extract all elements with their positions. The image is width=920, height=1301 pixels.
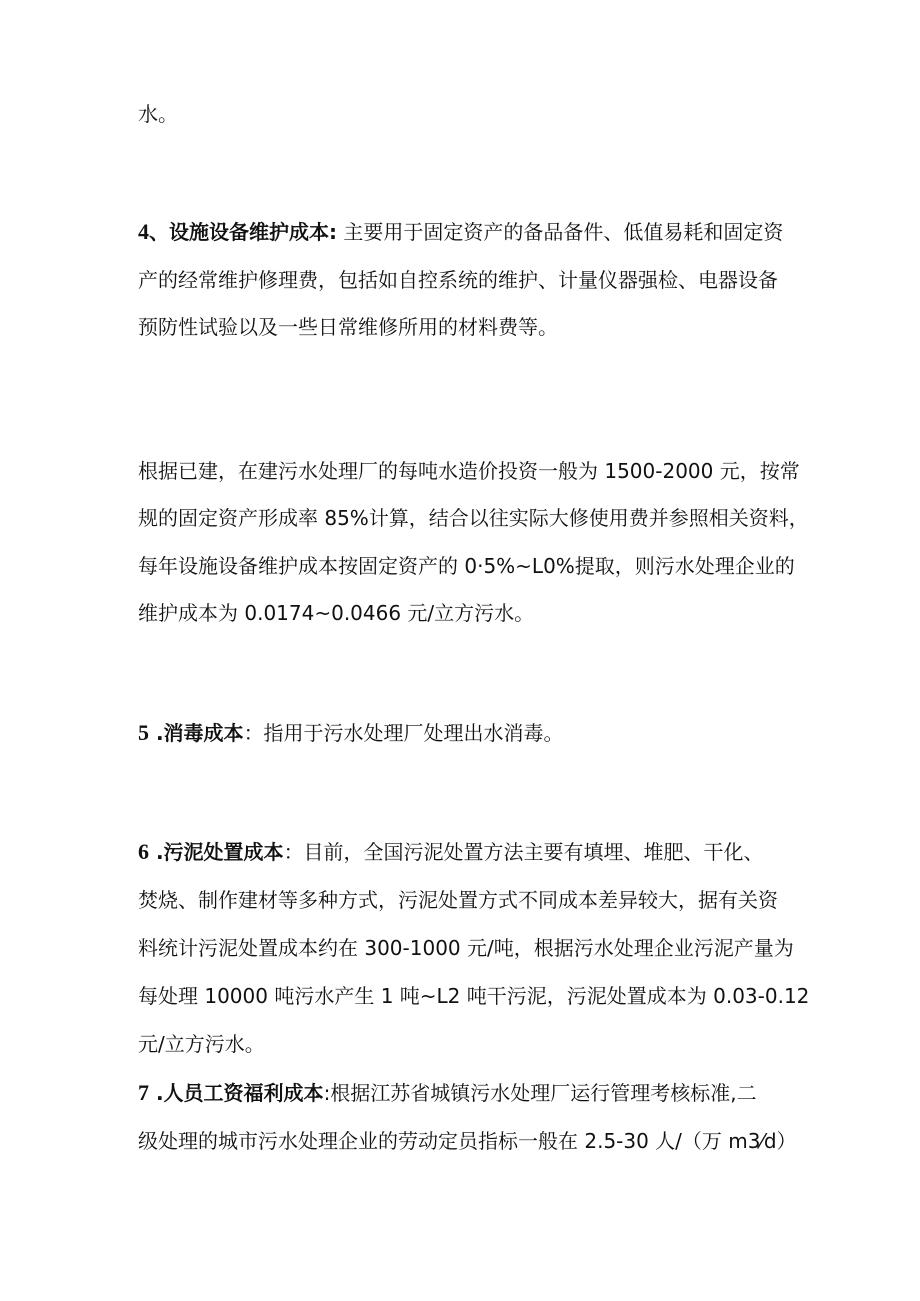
text-line: 料统计污泥处置成本约在 300-1000 元/吨，根据污水处理企业污泥产量为	[138, 936, 794, 960]
text-segment: ：指用于污水处理厂处理出水消毒。	[243, 721, 564, 745]
text-line: 每处理 10000 吨污水产生 1 吨~L2 吨干污泥，污泥处置成本为 0.03-0.12	[138, 984, 810, 1008]
text-line: 元/立方污水。	[138, 1032, 265, 1056]
text-segment: ：目前，全国污泥处置方法主要有填埋、堆肥、干化、	[283, 840, 764, 864]
paragraph-4-heading-line	[138, 218, 783, 246]
text-line: 级处理的城市污水处理企业的劳动定员指标一般在 2.5-30 人/（万 m3⁄d）	[138, 1129, 797, 1153]
text-line: 根据已建，在建污水处理厂的每吨水造价投资一般为 1500-2000 元，按常	[138, 459, 800, 483]
section-title: .消毒成本	[149, 721, 244, 745]
section-number: 6	[138, 839, 149, 864]
paragraph-7-heading-line	[138, 1079, 757, 1107]
text-line: 规的固定资产形成率 85%计算，结合以往实际大修使用费并参照相关资料，	[138, 506, 809, 530]
section-title: .污泥处置成本	[149, 840, 284, 864]
text-line: 维护成本为 0.0174~0.0466 元/立方污水。	[138, 601, 535, 625]
paragraph-5-heading-line	[138, 719, 564, 747]
text-line: 焚烧、制作建材等多种方式，污泥处置方式不同成本差异较大，据有关资	[138, 888, 778, 912]
section-title: 、设施设备维护成本:	[149, 220, 337, 244]
paragraph-6-heading-line	[138, 838, 764, 866]
section-number: 4	[138, 219, 149, 244]
section-number: 7	[138, 1080, 149, 1105]
text-line: 水。	[138, 102, 178, 126]
section-title: .人员工资福利成本	[149, 1081, 324, 1105]
text-segment: 主要用于固定资产的备品备件、低值易耗和固定资	[337, 220, 784, 244]
text-line: 产的经常维护修理费，包括如自控系统的维护、计量仪器强检、电器设备	[138, 268, 778, 292]
text-segment: :根据江苏省城镇污水处理厂运行管理考核标准,二	[323, 1081, 757, 1105]
text-line: 每年设施设备维护成本按固定资产的 0·5%~L0%提取，则污水处理企业的	[138, 554, 795, 578]
section-number: 5	[138, 720, 149, 745]
text-line: 预防性试验以及一些日常维修所用的材料费等。	[138, 315, 558, 339]
